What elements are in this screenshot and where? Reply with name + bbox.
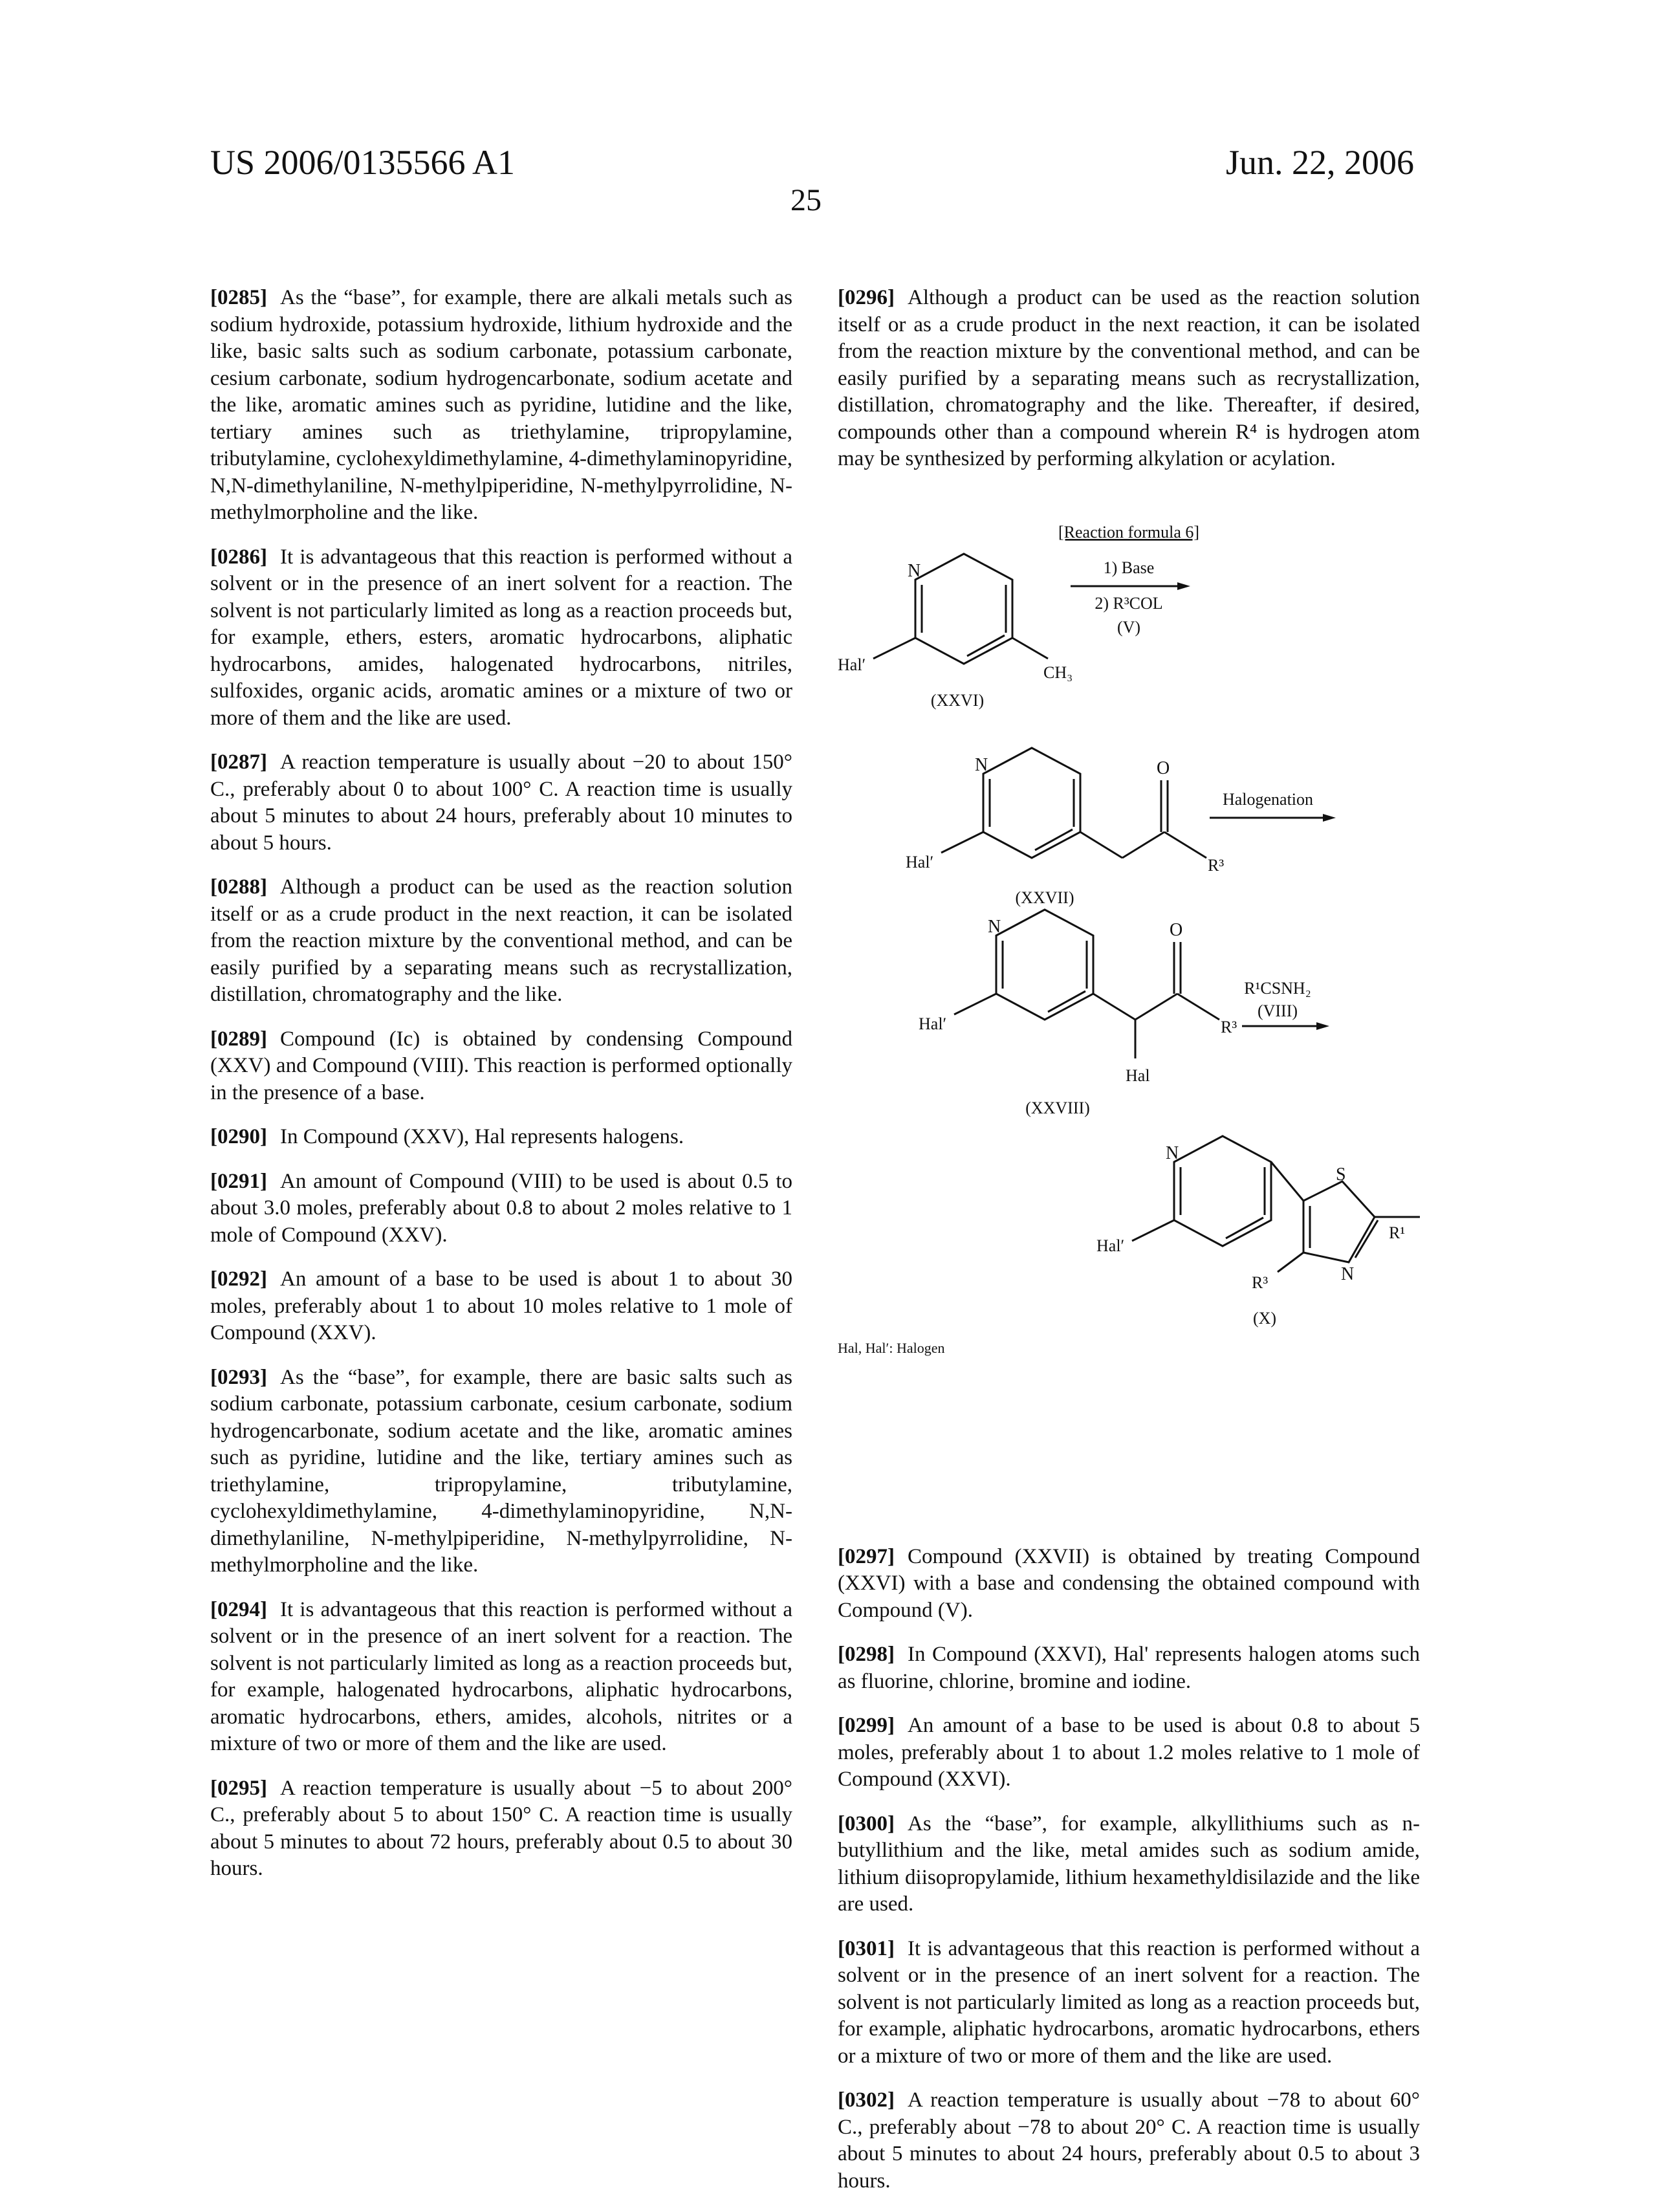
paragraph-number: [0302] [838,2088,895,2112]
hal-prime-label: Hal′ [906,853,933,871]
paragraph-number: [0299] [838,1714,895,1737]
atom-n: N [1341,1264,1354,1284]
hal-prime-label: Hal′ [919,1014,946,1033]
compound-label-xxvii: (XXVII) [1016,888,1074,907]
reaction-formula-title: [Reaction formula 6] [1058,523,1199,542]
paragraph-text: It is advantageous that this reaction is performed without a solvent or in the presence of an inert solvent for a reaction. The solvent is not particularly limited as long as a reaction proceeds but, for example, aliphatic hydrocarbons, aromatic hydrocarbons, ethers or a mixture of two or more of them and the like are used. [838,1937,1420,2068]
paragraph-0288 [210,874,792,1009]
paragraph-text: Compound (Ic) is obtained by condensing Compound (XXV) and Compound (VIII). This reaction is performed optionally in the presence of a base. [210,1027,792,1104]
hal-prime-label: Hal′ [1096,1236,1124,1255]
paragraph-0301 [838,1936,1420,2070]
reagent-r3col: 2) R³COL [1095,594,1162,613]
paragraph-text: A reaction temperature is usually about −20 to about 150° C., preferably about 0 to about 100° C. A reaction time is usually about 5 minutes to about 24 hours, preferably about 10 minutes to about 5 hours. [210,750,792,855]
paragraph-number: [0294] [210,1598,267,1621]
atom-n: N [988,917,1001,937]
page-number: 25 [790,182,822,218]
paragraph-text: An amount of a base to be used is about 1 to about 30 moles, preferably about 1 to about 10 moles relative to 1 mole of Compound (XXV). [210,1267,792,1344]
paragraph-number: [0301] [838,1937,895,1960]
paragraph-0297 [838,1544,1420,1625]
paragraph-number: [0293] [210,1366,267,1389]
paragraph-0299 [838,1713,1420,1793]
paragraph-0298 [838,1641,1420,1695]
paragraph-text: As the “base”, for example, there are alkali metals such as sodium hydroxide, potassium hydroxide, lithium hydroxide and the like, basic salts such as sodium carbonate, potassium carbonate, cesium carbonate, sodium hydrogencarbonate, sodium acetate and the like, aromatic amines such as pyridine, lutidine and the like, tertiary amines such as triethylamine, tripropylamine, tributylamine, cyclohexyldimethylamine, 4-dimethylaminopyridine, N,N-dimethylaniline, N-methylpiperidine, N-methylpyrrolidine, N-methylmorpholine and the like. [210,286,792,524]
paragraph-0289 [210,1026,792,1107]
paragraph-text: In Compound (XXVI), Hal' represents halogen atoms such as fluorine, chlorine, bromine and iodine. [838,1643,1420,1693]
paragraph-text: Although a product can be used as the reaction solution itself or as a crude product in the next reaction, it can be isolated from the reaction mixture by the conventional method, and can be easily purified by a separating means such as recrystallization, distillation, chromatography and the like. Thereafter, if desired, compounds other than a compound wherein R⁴ is hydrogen atom may be synthesized by performing alkylation or acylation. [838,286,1420,470]
hal-label: Hal [1126,1066,1150,1085]
figure-footnote: Hal, Hal′: Halogen [838,1340,944,1356]
paragraph-text: It is advantageous that this reaction is performed without a solvent or in the presence of an inert solvent for a reaction. The solvent is not particularly limited as long as a reaction proceeds but, for example, ethers, esters, aromatic hydrocarbons, aliphatic hydrocarbons, amides, halogenated hydrocarbons, nitriles, sulfoxides, organic acids, aromatic amines or a mixture of two or more of them and the like are used. [210,545,792,730]
paragraph-0286 [210,544,792,732]
paragraph-number: [0289] [210,1027,267,1051]
paragraph-number: [0290] [210,1125,267,1148]
atom-n: N [908,561,921,581]
compound-xxvi-structure [873,554,1048,664]
atom-o: O [1157,758,1170,778]
paragraph-text: In Compound (XXV), Hal represents halogens. [280,1125,684,1148]
reagent-thioamide: R¹CSNH₂ [1244,979,1311,998]
paragraph-number: [0296] [838,286,895,309]
paragraph-number: [0298] [838,1643,895,1666]
paragraph-0291 [210,1168,792,1249]
ch3-label: CH₃ [1043,663,1073,682]
paragraph-text: Although a product can be used as the reaction solution itself or as a crude product in the next reaction, it can be isolated from the reaction mixture by the conventional method, and can be easily purified by a separating means such as recrystallization, distillation, chromatography and the like. [210,875,792,1006]
compound-label-xxviii: (XXVIII) [1025,1099,1090,1117]
paragraph-text: As the “base”, for example, alkyllithiums such as n-butyllithium and the like, metal amides such as sodium amide, lithium diisopropylamide, lithium hexamethyldisilazide and the like are used. [838,1812,1420,1916]
paragraph-text: A reaction temperature is usually about −5 to about 200° C., preferably about 5 to about 150° C. A reaction time is usually about 5 minutes to about 72 hours, preferably about 0.5 to about 30 hours. [210,1777,792,1881]
reaction-formula-figure [838,509,1420,1518]
atom-n: N [975,755,988,775]
atom-o: O [1170,920,1182,940]
publication-date: Jun. 22, 2006 [1226,142,1414,182]
paragraph-text: Compound (XXVII) is obtained by treating Compound (XXVI) with a base and condensing the obtained compound with Compound (V). [838,1545,1420,1622]
reagent-viii: (VIII) [1258,1002,1298,1020]
r3-label: R³ [1252,1273,1268,1292]
paragraph-number: [0297] [838,1545,895,1568]
paragraph-0290 [210,1124,792,1151]
paragraph-number: [0288] [210,875,267,899]
hal-prime-label: Hal′ [838,655,866,674]
paragraph-number: [0291] [210,1170,267,1193]
paragraph-number: [0300] [838,1812,895,1835]
paragraph-0292 [210,1266,792,1347]
paragraph-text: An amount of a base to be used is about 0.8 to about 5 moles, preferably about 1 to about 1.2 moles relative to 1 mole of Compound (XXVI). [838,1714,1420,1791]
left-column [210,285,792,1900]
r1-label: R¹ [1389,1223,1405,1242]
r3-label: R³ [1221,1018,1237,1036]
paragraph-0293 [210,1364,792,1579]
patent-number: US 2006/0135566 A1 [210,142,515,182]
paragraph-0300 [838,1811,1420,1918]
paragraph-number: [0295] [210,1777,267,1800]
paragraph-0294 [210,1597,792,1758]
paragraph-text: A reaction temperature is usually about −78 to about 60° C., preferably about −78 to about 20° C. A reaction time is usually about 5 minutes to about 24 hours, preferably about 0.5 to about 3 hours. [838,2088,1420,2193]
paragraph-text: As the “base”, for example, there are basic salts such as sodium carbonate, potassium carbonate, cesium carbonate, sodium hydrogencarbonate, sodium acetate and the like, aromatic amines such as pyridine, lutidine and the like, tertiary amines such as triethylamine, tripropylamine, tributylamine, cyclohexyldimethylamine, 4-dimethylaminopyridine, N,N-dimethylaniline, N-methylpiperidine, N-methylpyrrolidine, N-methylmorpholine and the like. [210,1366,792,1577]
paragraph-0295 [210,1775,792,1883]
paragraph-number: [0285] [210,286,267,309]
paragraph-0285 [210,285,792,527]
atom-n: N [1166,1143,1179,1163]
reagent-base: 1) Base [1104,558,1155,577]
paragraph-number: [0292] [210,1267,267,1291]
paragraph-number: [0287] [210,750,267,774]
atom-s: S [1336,1165,1346,1185]
paragraph-0296 [838,285,1420,473]
paragraph-text: It is advantageous that this reaction is performed without a solvent or in the presence of an inert solvent for a reaction. The solvent is not particularly limited as long as a reaction proceeds but, for example, halogenated hydrocarbons, aliphatic hydrocarbons, aromatic hydrocarbons, ethers, amides, alcohols, nitrites or a mixture of two or more of them and the like are used. [210,1598,792,1756]
compound-label-x: (X) [1253,1309,1276,1328]
right-column [838,285,1420,2212]
paragraph-0302 [838,2087,1420,2195]
paragraph-0287 [210,749,792,857]
compound-label-xxvi: (XXVI) [931,691,984,710]
paragraph-text: An amount of Compound (VIII) to be used is about 0.5 to about 3.0 moles, preferably about 0.8 to about 2 moles relative to 1 mole of Compound (XXV). [210,1170,792,1247]
reagent-halogenation: Halogenation [1223,790,1313,809]
r3-label: R³ [1208,856,1224,875]
paragraph-number: [0286] [210,545,267,569]
reagent-v: (V) [1117,618,1140,637]
